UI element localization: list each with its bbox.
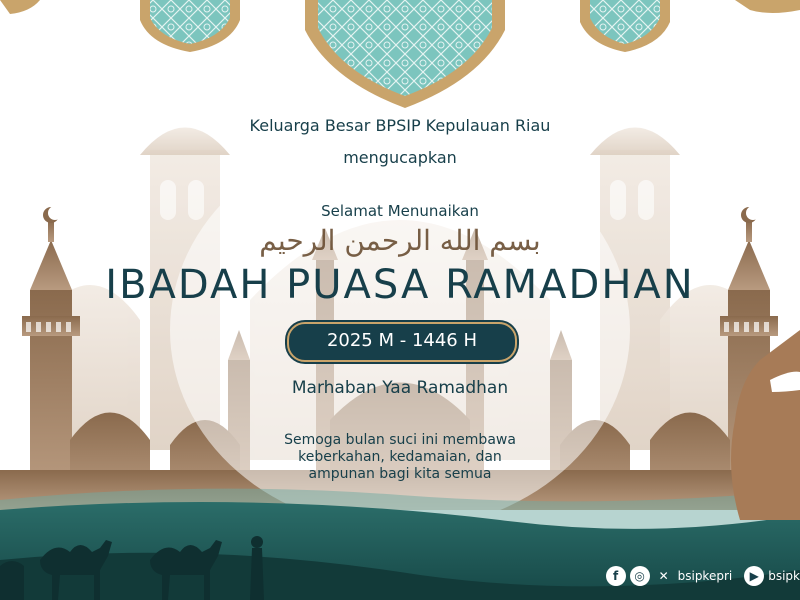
headline-title: IBADAH PUASA RAMADHAN (105, 262, 695, 308)
organization-line: Keluarga Besar BPSIP Kepulauan Riau (249, 116, 551, 135)
hanging-ornaments (0, 0, 800, 108)
wish-line: ampunan bagi kita semua (308, 466, 492, 482)
youtube-icon[interactable]: ▶ (744, 566, 764, 586)
year-badge: 2025 M - 1446 H (287, 322, 517, 362)
mengucapkan-text: mengucapkan (343, 148, 457, 167)
facebook-icon[interactable]: f (606, 566, 626, 586)
social-handle-2: bsipk (768, 569, 800, 583)
marhaban-text: Marhaban Yaa Ramadhan (291, 378, 509, 398)
selamat-text: Selamat Menunaikan (321, 202, 479, 220)
bismillah-calligraphy: بسم الله الرحمن الرحيم (259, 224, 541, 257)
wish-line: Semoga bulan suci ini membawa (284, 432, 516, 448)
wish-message (0, 432, 800, 483)
x-icon[interactable]: ✕ (658, 569, 669, 583)
social-footer (606, 564, 800, 588)
social-handle: bsipkepri (677, 569, 733, 583)
wish-line: keberkahan, kedamaian, dan (298, 449, 502, 465)
instagram-icon[interactable]: ◎ (630, 566, 650, 586)
